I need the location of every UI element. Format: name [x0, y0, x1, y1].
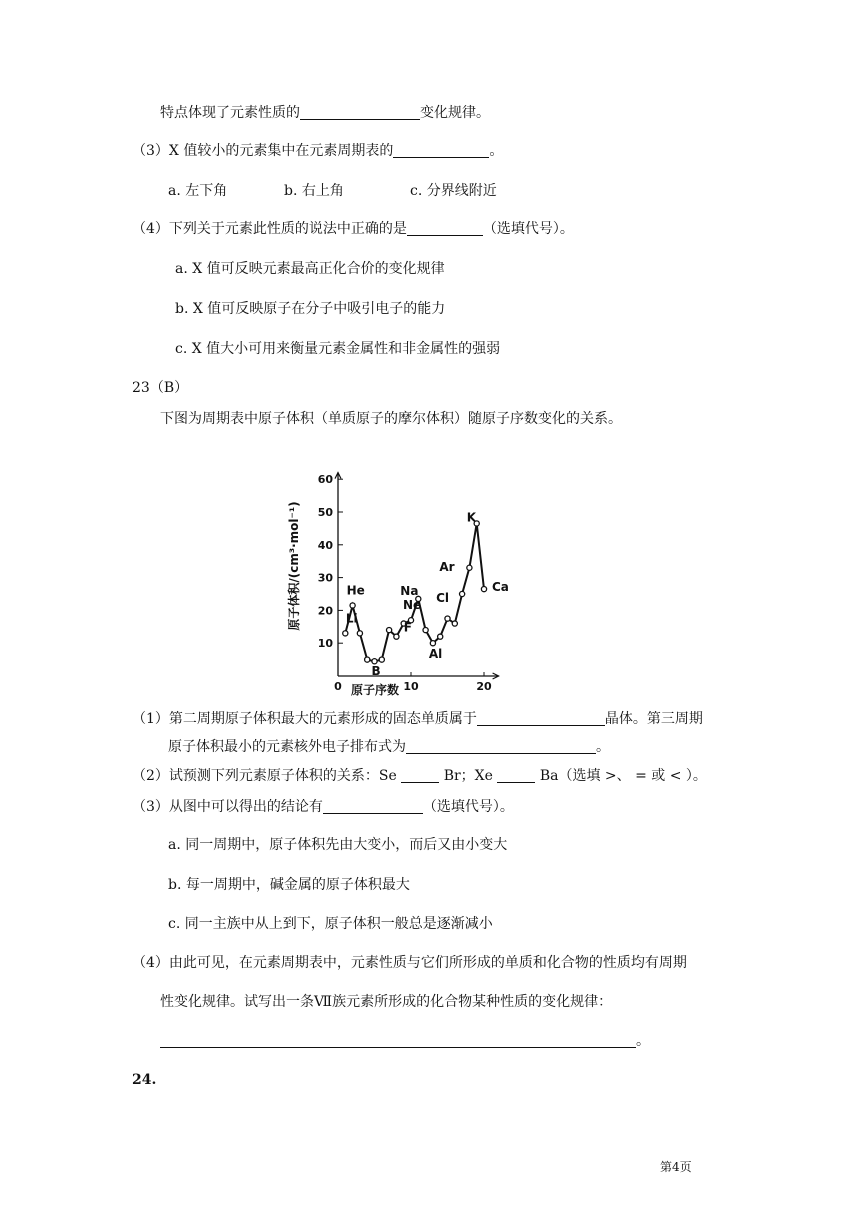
- question-3: [132, 142, 503, 160]
- text-segment: Ba（选填 >、 = 或 < ）。: [539, 768, 707, 784]
- option-b: b. 每一周期中，碱金属的原子体积最大: [168, 877, 410, 893]
- data-point: [394, 634, 399, 639]
- element-label: Na: [400, 583, 419, 598]
- data-point: [452, 621, 457, 626]
- data-point: [423, 627, 428, 632]
- sub-question-4-line-2: 性变化规律。试写出一条Ⅶ族元素所形成的化合物某种性质的变化规律：: [160, 994, 613, 1010]
- element-label: Li: [345, 611, 358, 626]
- y-tick-label: 10: [317, 637, 333, 651]
- sub-question-1: [132, 710, 703, 728]
- question-text: （3）X 值较小的元素集中在元素周期表的: [132, 143, 394, 159]
- element-label: He: [346, 583, 365, 598]
- data-point: [357, 631, 362, 636]
- element-label: Ca: [492, 580, 509, 595]
- answer-blank[interactable]: [393, 143, 489, 158]
- option-c: c. 同一主族中从上到下，原子体积一般总是逐渐减小: [168, 916, 493, 932]
- data-point: [343, 631, 348, 636]
- line-1: [160, 104, 490, 122]
- sub-question-4-answer-line: [160, 1032, 650, 1050]
- text-segment: 原子体积最小的元素核外电子排布式为: [168, 739, 406, 755]
- x-tick-label: 0: [334, 680, 342, 693]
- chart-axes: [335, 473, 499, 679]
- text-segment: 。: [636, 1033, 650, 1049]
- answer-blank[interactable]: [497, 768, 535, 783]
- answer-blank[interactable]: [300, 105, 420, 120]
- sub-question-2: [132, 767, 707, 785]
- element-label: F: [403, 620, 412, 635]
- option-a: a. 左下角: [168, 183, 228, 199]
- text-segment: （选填代号）。: [482, 221, 574, 237]
- page-number: 第4页: [660, 1160, 692, 1174]
- data-point: [350, 603, 355, 608]
- chart-annotations: [346, 510, 509, 678]
- data-point: [365, 657, 370, 662]
- y-tick-label: 30: [317, 571, 333, 585]
- question-text: （1）第二周期原子体积最大的元素形成的固态单质属于: [132, 711, 477, 727]
- y-tick-label: 60: [317, 473, 333, 487]
- text-segment: （2）试预测下列元素原子体积的关系：Se: [132, 768, 397, 784]
- x-tick-label: 20: [476, 680, 492, 693]
- answer-blank[interactable]: [406, 739, 596, 754]
- question-intro: 下图为周期表中原子体积（单质原子的摩尔体积）随原子序数变化的关系。: [160, 411, 622, 427]
- question-text: （3）从图中可以得出的结论有: [132, 799, 323, 815]
- text-segment: 晶体。第三周期: [604, 711, 703, 727]
- data-point: [372, 659, 377, 664]
- option-b: b. X 值可反映原子在分子中吸引电子的能力: [175, 301, 446, 317]
- sub-question-4: （4）由此可见，在元素周期表中，元素性质与它们所形成的单质和化合物的性质均有周期: [132, 955, 687, 971]
- question-text: （4）下列关于元素此性质的说法中正确的是: [132, 221, 407, 237]
- text-segment: 特点体现了元素性质的: [160, 105, 300, 121]
- sub-question-3: [132, 798, 514, 816]
- option-a: a. X 值可反映元素最高正化合价的变化规律: [175, 261, 445, 277]
- element-label: Ar: [439, 559, 455, 574]
- text-segment: 变化规律。: [420, 105, 490, 121]
- answer-blank[interactable]: [401, 768, 439, 783]
- data-point: [460, 591, 465, 596]
- y-tick-label: 20: [317, 604, 333, 618]
- y-axis-label: 原子体积/(cm³·mol⁻¹): [287, 501, 301, 631]
- option-c: c. 分界线附近: [410, 183, 497, 199]
- answer-blank[interactable]: [323, 799, 423, 814]
- question-4: [132, 220, 574, 238]
- element-label: B: [371, 664, 381, 679]
- question-number: 23（B）: [132, 380, 189, 396]
- y-tick-label: 50: [317, 506, 333, 519]
- data-point: [387, 627, 392, 632]
- atomic-volume-chart: [280, 448, 509, 700]
- x-axis-label: 原子序数: [350, 683, 400, 697]
- x-tick-label: 10: [403, 680, 419, 693]
- text-segment: Br；Xe: [443, 768, 493, 784]
- option-b: b. 右上角: [284, 183, 344, 199]
- option-c: c. X 值大小可用来衡量元素金属性和非金属性的强弱: [175, 341, 501, 357]
- element-label: Cl: [436, 591, 450, 605]
- text-segment: 。: [489, 143, 504, 159]
- answer-blank[interactable]: [160, 1033, 636, 1048]
- element-label: Al: [428, 647, 443, 662]
- answer-blank[interactable]: [407, 221, 483, 236]
- data-point: [445, 616, 450, 621]
- question-number: 24.: [132, 1072, 157, 1088]
- option-a: a. 同一周期中，原子体积先由大变小，而后又由小变大: [168, 837, 508, 853]
- data-point: [430, 641, 435, 646]
- text-segment: （选填代号）。: [422, 799, 514, 815]
- data-point: [481, 586, 486, 591]
- data-point: [379, 657, 384, 662]
- y-tick-label: 40: [317, 538, 333, 552]
- data-point: [467, 565, 472, 570]
- element-label: Ne: [403, 598, 422, 613]
- sub-question-1-line-2: [168, 738, 610, 756]
- data-point: [438, 634, 443, 639]
- text-segment: 。: [596, 739, 610, 755]
- answer-blank[interactable]: [477, 711, 605, 726]
- element-label: K: [466, 510, 477, 525]
